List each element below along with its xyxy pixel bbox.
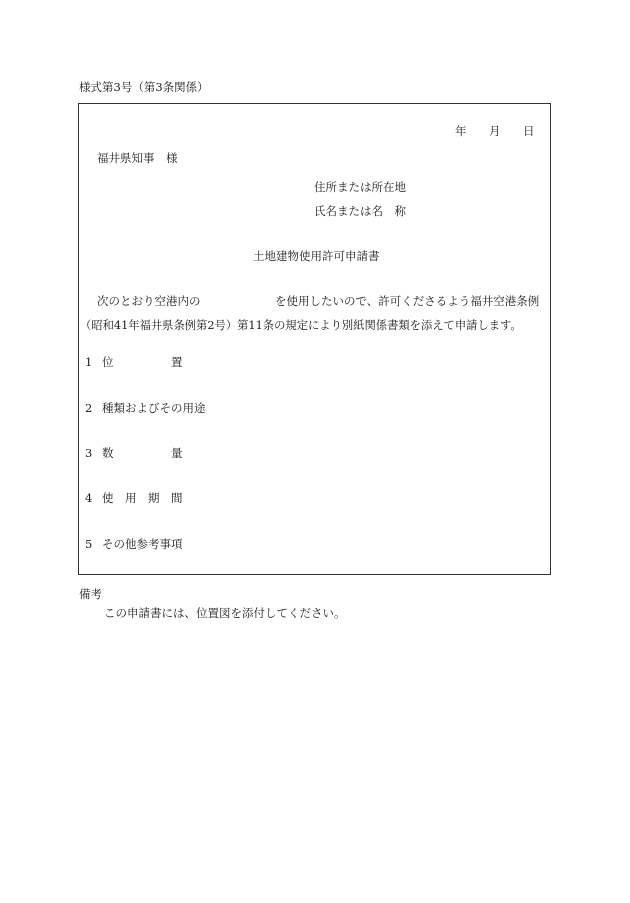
applicant-name-label: 氏名または名 称: [314, 204, 406, 218]
item-2-number: 2: [85, 401, 93, 415]
body-line1-prefix: 次のとおり空港内の: [97, 294, 201, 308]
addressee: 福井県知事 様: [97, 151, 178, 165]
date-year-label: 年: [455, 124, 467, 138]
form-number: 様式第3号（第3条関係）: [79, 80, 209, 94]
body-line1-suffix: を使用したいので、許可くださるよう福井空港条例: [275, 294, 540, 308]
applicant-address-label: 住所または所在地: [314, 180, 406, 194]
item-3-number: 3: [85, 446, 93, 460]
item-1-number: 1: [85, 355, 93, 369]
item-4-number: 4: [85, 491, 93, 505]
remarks-heading: 備考: [79, 587, 102, 601]
date-month-label: 月: [489, 124, 501, 138]
item-5-label: その他参考事項: [102, 537, 183, 551]
item-3-label: 数 量: [102, 446, 183, 460]
date-day-label: 日: [523, 124, 535, 138]
remarks-note: この申請書には、位置図を添付してください。: [104, 606, 346, 620]
document-title: 土地建物使用許可申請書: [253, 249, 380, 263]
item-1-label: 位 置: [102, 355, 183, 369]
body-line2: （昭和41年福井県条例第2号）第11条の規定により別紙関係書類を添えて申請します。: [80, 319, 522, 332]
item-2-label: 種類およびその用途: [102, 401, 206, 415]
item-5-number: 5: [85, 537, 93, 551]
item-4-label: 使 用 期 間: [102, 491, 183, 505]
